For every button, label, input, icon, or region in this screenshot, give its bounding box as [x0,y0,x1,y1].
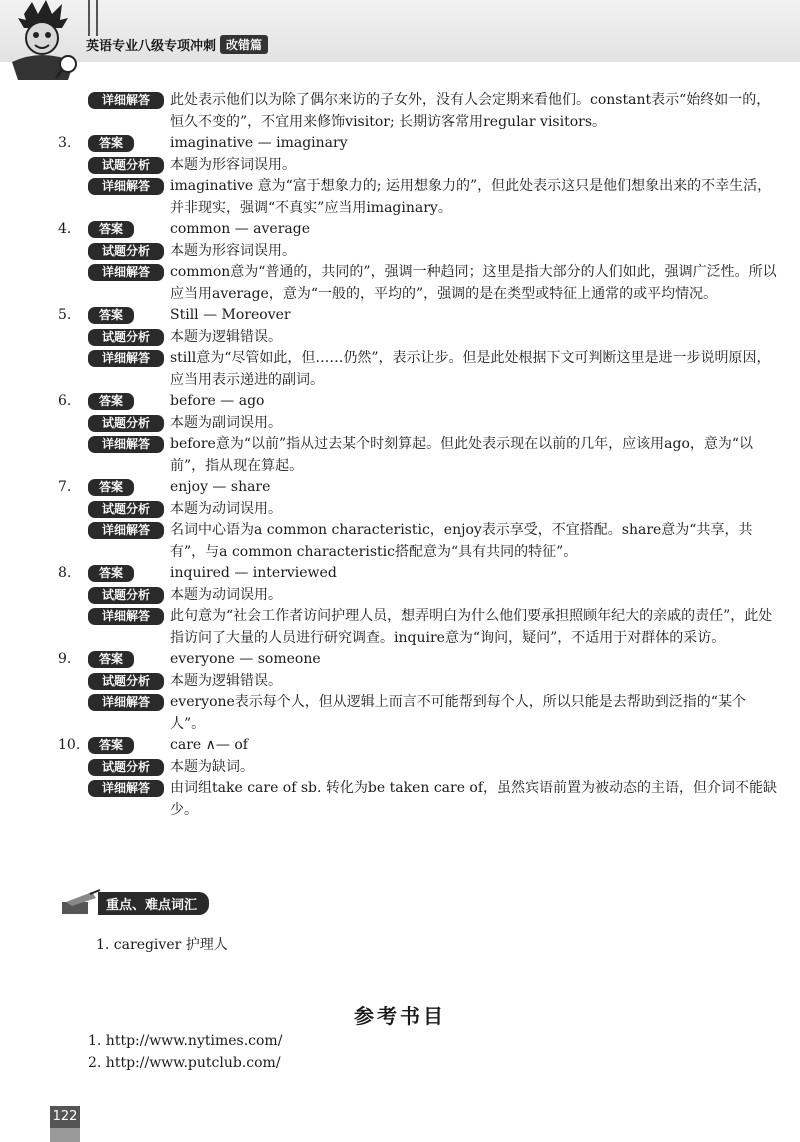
explanation-tag: 详细解答 [88,350,164,367]
explanation-tag: 详细解答 [88,608,164,625]
analysis-text: 本题为逻辑错误。 [170,328,282,345]
explanation-row [58,520,778,563]
analysis-row [58,413,778,435]
answer-text: everyone — someone [170,651,321,667]
analysis-text: 本题为逻辑错误。 [170,672,282,689]
analysis-tag: 试题分析 [88,759,164,776]
vocab-item: 1. caregiver 护理人 [96,937,228,953]
references-list [88,1030,282,1074]
analysis-row [58,241,778,263]
item-number: 6. [58,393,72,409]
answer-tag: 答案 [88,565,134,582]
answer-tag: 答案 [88,135,134,152]
answer-item [58,735,778,821]
answer-item [58,563,778,649]
reference-link[interactable]: 1. http://www.nytimes.com/ [88,1033,283,1049]
analysis-tag: 试题分析 [88,157,164,174]
answer-item [58,219,778,305]
analysis-tag: 试题分析 [88,243,164,260]
explanation-text: common意为“普通的，共同的”，强调一种趋同；这里是指大部分的人们如此，强调广泛性。所以应当用average，意为“一般的，平均的”，强调的是在类型或特征上通常的或平均情况。 [170,264,777,302]
section-badge: 改错篇 [220,35,268,54]
item-number: 3. [58,135,72,151]
page-number: 122 [50,1106,80,1128]
answer-text: enjoy — share [170,479,271,495]
references-title: 参考书目 [354,1004,446,1028]
analysis-text: 本题为缺词。 [170,758,254,775]
analysis-text: 本题为形容词误用。 [170,242,296,259]
answer-tag: 答案 [88,651,134,668]
answer-row [58,219,778,241]
item-number: 10. [58,737,81,753]
explanation-row [58,434,778,477]
item-number: 9. [58,651,72,667]
analysis-text: 本题为动词误用。 [170,586,282,603]
analysis-tag: 试题分析 [88,329,164,346]
header-title [86,34,268,54]
analysis-tag: 试题分析 [88,587,164,604]
explanation-text: still意为“尽管如此，但……仍然”，表示让步。但是此处根据下文可判断这里是进一步说明原因，应当用表示递进的副词。 [170,350,771,388]
answer-tag: 答案 [88,737,134,754]
explanation-text: before意为“以前”指从过去某个时刻算起。但此处表示现在以前的几年，应该用ago，意为“以前”，指从现在算起。 [170,436,754,474]
header-rule [96,0,98,36]
answer-row [58,649,778,671]
reference-link[interactable]: 2. http://www.putclub.com/ [88,1055,281,1071]
analysis-tag: 试题分析 [88,415,164,432]
analysis-text: 本题为副词误用。 [170,414,282,431]
answer-row [58,735,778,757]
explanation-text: 此句意为“社会工作者访问护理人员，想弄明白为什么他们要承担照顾年纪大的亲戚的责任”，此处指访问了大量的人员进行研究调查。inquire意为“询问，疑问”，不适用于对群体的采访。 [170,608,773,646]
answer-text: before — ago [170,393,265,409]
answer-row [58,305,778,327]
explanation-row [58,692,778,735]
page-header [0,0,800,62]
explanation-text: 名词中心语为a common characteristic，enjoy表示享受，不宜搭配。share意为“共享，共有”，与a common characteristic搭配意为“具有共同的特征”。 [170,522,753,560]
explanation-row [58,348,778,391]
answer-row [58,563,778,585]
explanation-text: imaginative 意为“富于想象力的; 运用想象力的”，但此处表示这只是他们想象出来的不幸生活，并非现实，强调“不真实”应当用imaginary。 [170,178,772,216]
explanation-row [58,262,778,305]
analysis-text: 本题为形容词误用。 [170,156,296,173]
answer-items [58,133,778,821]
explanation-tag: 详细解答 [88,694,164,711]
explanation-row [58,778,778,821]
analysis-row [58,155,778,177]
vocab-title: 重点、难点词汇 [98,892,209,915]
explanation-text: 此处表示他们以为除了偶尔来访的子女外，没有人会定期来看他们。constant表示“始终如一的，恒久不变的”，不宜用来修饰visitor; 长期访客常用regular visitors。 [170,92,771,130]
analysis-row [58,585,778,607]
answer-item [58,133,778,219]
analysis-text: 本题为动词误用。 [170,500,282,517]
vocab-header [60,888,209,918]
analysis-row [58,757,778,779]
answer-item [58,477,778,563]
answer-row [58,133,778,155]
analysis-row [58,327,778,349]
answer-tag: 答案 [88,221,134,238]
answer-row [58,391,778,413]
item-number: 7. [58,479,72,495]
answer-content [58,90,778,821]
answer-item [58,391,778,477]
answer-item [58,649,778,735]
explanation-tag: 详细解答 [88,522,164,539]
answer-text: imaginative — imaginary [170,135,348,151]
answer-text: Still — Moreover [170,307,291,323]
answer-tag: 答案 [88,307,134,324]
explanation-row [58,90,778,133]
answer-tag: 答案 [88,479,134,496]
explanation-text: everyone表示每个人，但从逻辑上而言不可能帮到每个人，所以只能是去帮助到泛指的“某个人”。 [170,694,746,732]
explanation-row [58,176,778,219]
analysis-tag: 试题分析 [88,673,164,690]
explanation-tag: 详细解答 [88,178,164,195]
answer-row [58,477,778,499]
analysis-row [58,671,778,693]
book-title: 英语专业八级专项冲刺 [86,38,217,54]
explanation-tag: 详细解答 [88,780,164,797]
answer-text: inquired — interviewed [170,565,337,581]
answer-tag: 答案 [88,393,134,410]
item-number: 5. [58,307,72,323]
analysis-row [58,499,778,521]
explanation-text: 由词组take care of sb. 转化为be taken care of，虽然宾语前置为被动态的主语，但介词不能缺少。 [170,780,778,818]
page-number-strip [50,1128,80,1142]
item-number: 8. [58,565,72,581]
analysis-tag: 试题分析 [88,501,164,518]
explanation-tag: 详细解答 [88,92,164,109]
answer-item [58,305,778,391]
pen-icon [60,888,102,918]
mascot-icon [2,0,86,84]
explanation-tag: 详细解答 [88,436,164,453]
header-rule [88,0,90,36]
explanation-row [58,606,778,649]
answer-text: care ∧— of [170,737,248,753]
item-number: 4. [58,221,72,237]
answer-text: common — average [170,221,310,237]
explanation-tag: 详细解答 [88,264,164,281]
